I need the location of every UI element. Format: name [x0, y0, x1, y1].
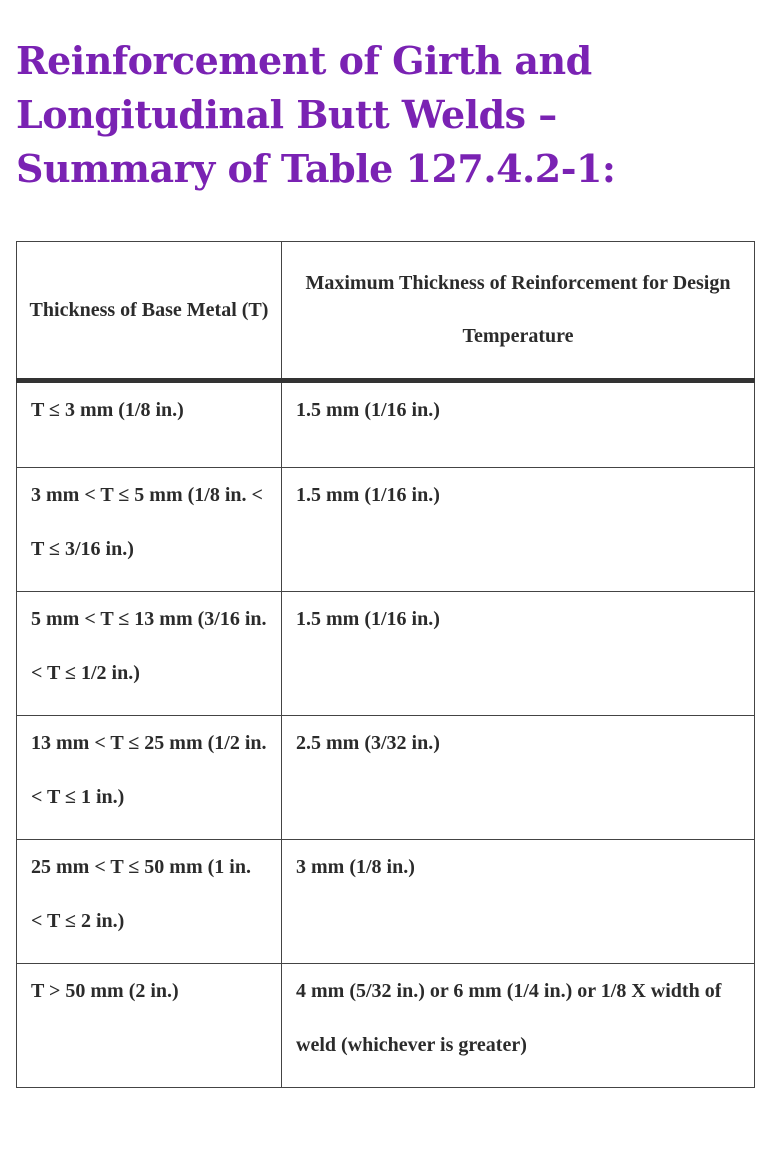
- max-reinforcement-cell: 3 mm (1/8 in.): [282, 840, 755, 964]
- table-row: [17, 716, 755, 840]
- table-row: [17, 468, 755, 592]
- table-row: [17, 840, 755, 964]
- thickness-cell: 13 mm < T ≤ 25 mm (1/2 in. < T ≤ 1 in.): [17, 716, 282, 840]
- thickness-cell: 5 mm < T ≤ 13 mm (3/16 in. < T ≤ 1/2 in.): [17, 592, 282, 716]
- table-row: [17, 381, 755, 468]
- page-title: Reinforcement of Girth and Longitudinal Butt Welds – Summary of Table 127.4.2-1:: [16, 38, 616, 191]
- thickness-cell: T > 50 mm (2 in.): [17, 964, 282, 1088]
- thickness-cell: T ≤ 3 mm (1/8 in.): [17, 381, 282, 468]
- max-reinforcement-cell: 2.5 mm (3/32 in.): [282, 716, 755, 840]
- table-row: [17, 592, 755, 716]
- max-reinforcement-cell: 4 mm (5/32 in.) or 6 mm (1/4 in.) or 1/8 X width of weld (whichever is greater): [282, 964, 755, 1088]
- column-header-thickness: Thickness of Base Metal (T): [17, 242, 282, 381]
- reinforcement-table: [16, 241, 755, 1088]
- table-header-row: [17, 242, 755, 381]
- column-header-max-reinforcement: Maximum Thickness of Reinforcement for Design Temperature: [282, 242, 755, 381]
- max-reinforcement-cell: 1.5 mm (1/16 in.): [282, 381, 755, 468]
- thickness-cell: 3 mm < T ≤ 5 mm (1/8 in. < T ≤ 3/16 in.): [17, 468, 282, 592]
- max-reinforcement-cell: 1.5 mm (1/16 in.): [282, 468, 755, 592]
- max-reinforcement-cell: 1.5 mm (1/16 in.): [282, 592, 755, 716]
- table-row: [17, 964, 755, 1088]
- thickness-cell: 25 mm < T ≤ 50 mm (1 in. < T ≤ 2 in.): [17, 840, 282, 964]
